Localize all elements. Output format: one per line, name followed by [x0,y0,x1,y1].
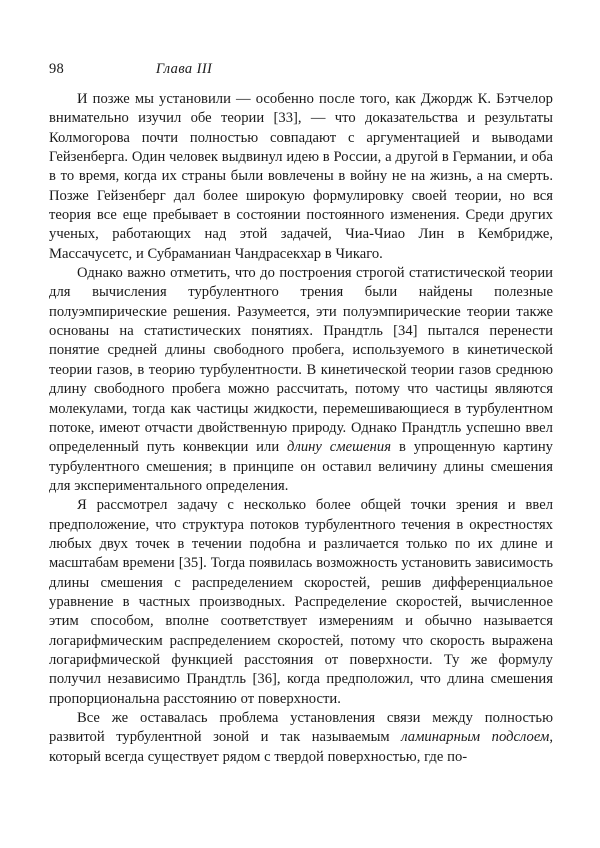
paragraph-2-part-1: Однако важно отметить, что до построения строгой статистической теории для вычисления турбулентного трения были найдены полезные полуэмпирические решения. Разумеется, эти полуэмпирические теории также основаны на статистических понятиях. Прандтль [34] пытался перенести понятие средней длины свободного пробега, используемого в кинетической теории газов, в теорию турбулентности. В кинетической теории газов среднюю длину свободного пробега можно рассчитать, потому что частицы являются молекулами, тогда как частицы жидкости, перемешивающиеся в турбулентном потоке, имеют отчасти двойственную природу. Однако Прандтль успешно ввел определенный путь конвекции или [49,265,553,456]
paragraph-2 [49,264,553,496]
paragraph-4-part-1: Все же оставалась проблема установления связи между полностью развитой турбулентной зоной и так называемым [49,710,553,746]
laminar-sublayer-term: ламинарным подслоем [401,729,550,746]
paragraph-4-part-2: , который всегда существует рядом с твердой поверхностью, где по- [49,729,553,765]
running-head [49,60,553,80]
paragraph-4 [49,709,553,767]
mixing-length-term: длину смешения [287,439,392,456]
body-text [49,90,553,767]
paragraph-3: Я рассмотрел задачу с несколько более общей точки зрения и ввел предположение, что структура потоков турбулентного течения в окрестностях любых двух точек в течении подобна и различается только по их длине и масштабам времени [35]. Тогда появилась возможность установить зависимость длины смешения с распределением скоростей, решив дифференциальное уравнение в частных производных. Распределение скоростей, вычисленное этим способом, вполне соответствует измерениям и обычно называется логарифмическим распределением скоростей, потому что скорость выражена логарифмической функцией расстояния от поверхности. Ту же формулу получил независимо Прандтль [36], когда предположил, что длина смешения пропорциональна расстоянию от поверхности. [49,497,553,707]
page-number: 98 [49,61,64,77]
paragraph-2-part-2: в упрощенную картину турбулентного смешения; в принципе он оставил величину длины смешения для экспериментального определения. [49,439,553,494]
paragraph-1: И позже мы установили — особенно после того, как Джордж К. Бэтчелор внимательно изучил обе теории [33], — что доказательства и результаты Колмогорова почти полностью совпадают с аргументацией и выводами Гейзенберга. Один человек выдвинул идею в России, а другой в Германии, и оба в то время, когда их страны были вовлечены в войну не на жизнь, а на смерть. Позже Гейзенберг дал более широкую формулировку своей теории, но вся теория все еще пребывает в состоянии постоянного изменения. Среди других ученых, работающих над этой задачей, Чиа-Чиао Лин в Кембридже, Массачусетс, и Субраманиан Чандрасекхар в Чикаго. [49,91,553,262]
chapter-title: Глава III [155,61,213,77]
